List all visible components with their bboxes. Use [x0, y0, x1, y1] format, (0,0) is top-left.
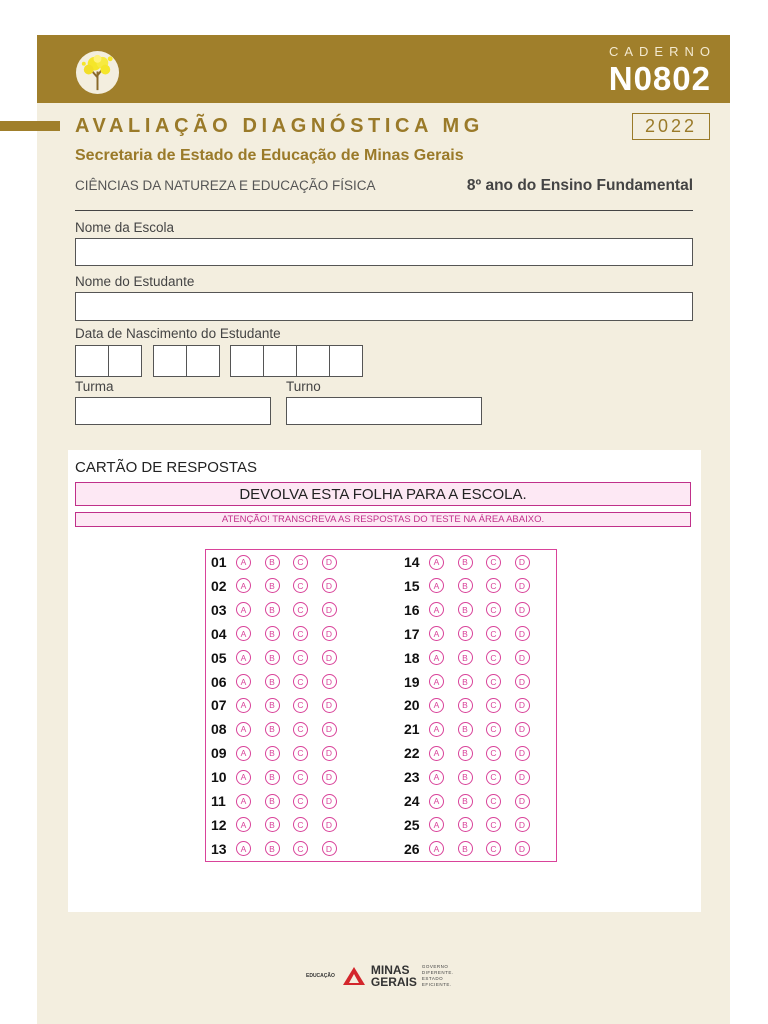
answer-bubble-b[interactable]: B [265, 817, 280, 832]
answer-bubble-d[interactable]: D [515, 770, 530, 785]
answer-bubble-b[interactable]: B [265, 674, 280, 689]
footer-tagline-2: DIFERENTE. [421, 970, 454, 975]
answer-bubble-a[interactable]: A [429, 770, 444, 785]
answer-bubble-c[interactable]: C [293, 794, 308, 809]
birth-year-digit-3[interactable] [296, 345, 330, 377]
answer-bubble-a[interactable]: A [429, 817, 444, 832]
answer-bubble-a[interactable]: A [236, 841, 251, 856]
question-number: 26 [404, 840, 420, 857]
answer-bubble-c[interactable]: C [486, 841, 501, 856]
answer-row [404, 791, 543, 811]
year-badge: 2022 [632, 113, 710, 140]
answer-bubble-c[interactable]: C [486, 626, 501, 641]
answer-row [404, 767, 543, 787]
question-number: 22 [404, 745, 420, 762]
question-number: 24 [404, 793, 420, 809]
answer-bubble-b[interactable]: B [265, 602, 280, 617]
answer-bubble-b[interactable]: B [265, 578, 280, 593]
footer-logo [306, 962, 454, 990]
answer-bubble-c[interactable]: C [293, 555, 308, 570]
birth-month-digit-2[interactable] [186, 345, 220, 377]
birth-month-digit-1[interactable] [153, 345, 187, 377]
question-number: 01 [211, 554, 227, 570]
answer-bubble-a[interactable]: A [429, 674, 444, 689]
answer-bubble-d[interactable]: D [515, 674, 530, 689]
answer-row [211, 839, 350, 859]
question-number: 03 [211, 601, 227, 618]
answer-row [211, 695, 350, 715]
answer-bubble-b[interactable]: B [458, 722, 473, 737]
answer-bubble-a[interactable]: A [429, 746, 444, 761]
birth-day-field [75, 345, 141, 377]
footer-tagline [422, 964, 454, 988]
question-number: 11 [211, 793, 226, 809]
answer-bubble-c[interactable]: C [293, 626, 308, 641]
answer-bubble-b[interactable]: B [265, 746, 280, 761]
answer-row [404, 839, 543, 859]
subtitle: Secretaria de Estado de Educação de Minas Gerais [75, 147, 464, 164]
footer-tagline-4: EFICIENTE. [421, 982, 452, 987]
birth-day-digit-1[interactable] [75, 345, 109, 377]
question-number: 13 [211, 840, 227, 857]
answer-bubble-a[interactable]: A [429, 555, 444, 570]
answer-bubble-b[interactable]: B [458, 602, 473, 617]
answer-bubble-d[interactable]: D [322, 578, 337, 593]
answer-row [404, 552, 543, 572]
answer-bubble-c[interactable]: C [486, 602, 501, 617]
answer-bubble-a[interactable]: A [429, 650, 444, 665]
student-name-field[interactable] [75, 292, 693, 321]
answer-card-title: CARTÃO DE RESPOSTAS [75, 459, 257, 476]
answer-row [211, 743, 350, 763]
answer-row [211, 600, 350, 620]
answer-bubble-b[interactable]: B [265, 794, 280, 809]
answer-bubble-c[interactable]: C [293, 841, 308, 856]
answer-bubble-c[interactable]: C [293, 817, 308, 832]
answer-bubble-d[interactable]: D [322, 698, 337, 713]
page-title: AVALIAÇÃO DIAGNÓSTICA MG [75, 115, 484, 137]
answer-row [404, 743, 543, 763]
answer-bubble-b[interactable]: B [265, 698, 280, 713]
answer-bubble-c[interactable]: C [486, 555, 501, 570]
caderno-label: CADERNO [608, 44, 716, 59]
answer-bubble-b[interactable]: B [458, 770, 473, 785]
caderno-code: N0802 [608, 60, 711, 97]
answer-bubble-d[interactable]: D [322, 770, 337, 785]
question-number: 06 [211, 673, 227, 690]
answer-bubble-a[interactable]: A [236, 602, 251, 617]
answer-bubble-a[interactable]: A [236, 770, 251, 785]
turma-label: Turma [75, 379, 114, 394]
answer-bubble-d[interactable]: D [515, 555, 530, 570]
answer-bubble-a[interactable]: A [429, 578, 444, 593]
answer-bubble-a[interactable]: A [429, 794, 444, 809]
answer-row [404, 695, 543, 715]
answer-bubble-d[interactable]: D [515, 817, 530, 832]
subject-label: CIÊNCIAS DA NATUREZA E EDUCAÇÃO FÍSICA [75, 178, 376, 193]
answer-row [404, 600, 543, 620]
question-number: 05 [211, 649, 227, 666]
answer-bubble-d[interactable]: D [515, 722, 530, 737]
answer-row [211, 552, 350, 572]
answer-bubble-a[interactable]: A [236, 674, 251, 689]
answer-row [404, 672, 543, 692]
answer-bubble-d[interactable]: D [322, 555, 337, 570]
answer-row [211, 624, 350, 644]
answer-bubble-d[interactable]: D [515, 794, 530, 809]
answer-bubble-b[interactable]: B [265, 626, 280, 641]
answer-bubble-c[interactable]: C [293, 602, 308, 617]
answer-bubble-b[interactable]: B [265, 722, 280, 737]
answer-bubble-a[interactable]: A [236, 555, 251, 570]
birth-year-digit-2[interactable] [263, 345, 297, 377]
answer-row [211, 648, 350, 668]
answer-bubble-b[interactable]: B [265, 650, 280, 665]
answer-bubble-b[interactable]: B [458, 746, 473, 761]
answer-bubble-a[interactable]: A [236, 794, 251, 809]
school-name-label: Nome da Escola [75, 220, 175, 235]
answer-bubble-d[interactable]: D [322, 841, 337, 856]
answer-bubble-d[interactable]: D [322, 626, 337, 641]
answer-bubble-b[interactable]: B [458, 650, 473, 665]
answer-bubble-c[interactable]: C [486, 770, 501, 785]
grade-label: 8º ano do Ensino Fundamental [466, 177, 693, 194]
answer-bubble-b[interactable]: B [265, 555, 280, 570]
answer-bubble-a[interactable]: A [429, 698, 444, 713]
answer-bubble-b[interactable]: B [458, 794, 473, 809]
question-number: 25 [404, 816, 420, 833]
transcribe-answers-notice: ATENÇÃO! TRANSCREVA AS RESPOSTAS DO TESTE NA ÁREA ABAIXO. [75, 512, 691, 527]
answer-bubble-c[interactable]: C [293, 722, 308, 737]
question-number: 20 [404, 697, 420, 714]
turno-field[interactable] [286, 397, 482, 425]
school-name-field[interactable] [75, 238, 693, 266]
answer-bubble-d[interactable]: D [515, 698, 530, 713]
student-name-label: Nome do Estudante [75, 274, 195, 289]
answer-bubble-a[interactable]: A [236, 817, 251, 832]
answer-bubble-d[interactable]: D [322, 674, 337, 689]
answer-bubble-d[interactable]: D [322, 817, 337, 832]
answer-bubble-a[interactable]: A [236, 698, 251, 713]
question-number: 07 [211, 697, 227, 714]
answer-row [404, 719, 543, 739]
turno-label: Turno [286, 379, 321, 394]
answer-row [211, 815, 350, 835]
answer-bubble-b[interactable]: B [458, 626, 473, 641]
answer-bubble-a[interactable]: A [236, 746, 251, 761]
answer-bubble-a[interactable]: A [236, 578, 251, 593]
answer-row [211, 767, 350, 787]
answer-bubble-b[interactable]: B [458, 841, 473, 856]
birth-month-field [153, 345, 219, 377]
answer-bubble-c[interactable]: C [486, 650, 501, 665]
minas-gerais-triangle-icon [342, 966, 366, 986]
question-number: 15 [404, 577, 420, 594]
birth-year-digit-1[interactable] [230, 345, 264, 377]
question-number: 17 [404, 625, 420, 642]
answer-bubble-c[interactable]: C [293, 698, 308, 713]
answer-bubble-d[interactable]: D [322, 746, 337, 761]
answer-bubble-d[interactable]: D [322, 602, 337, 617]
footer-tagline-1: GOVERNO [421, 964, 449, 969]
answer-bubble-c[interactable]: C [486, 817, 501, 832]
answer-bubble-d[interactable]: D [322, 722, 337, 737]
answer-row [211, 576, 350, 596]
answer-bubble-d[interactable]: D [515, 650, 530, 665]
answer-bubble-c[interactable]: C [293, 746, 308, 761]
answer-row [211, 791, 350, 811]
answer-bubble-a[interactable]: A [429, 626, 444, 641]
answer-bubble-c[interactable]: C [486, 722, 501, 737]
divider [75, 210, 693, 211]
footer-tagline-3: ESTADO [421, 976, 444, 981]
answer-bubble-d[interactable]: D [515, 626, 530, 641]
return-sheet-notice: DEVOLVA ESTA FOLHA PARA A ESCOLA. [75, 482, 691, 506]
answer-bubble-b[interactable]: B [458, 817, 473, 832]
answer-bubble-d[interactable]: D [515, 578, 530, 593]
question-number: 14 [404, 554, 420, 570]
question-number: 09 [211, 745, 227, 762]
answer-bubble-d[interactable]: D [515, 841, 530, 856]
answer-bubble-a[interactable]: A [236, 626, 251, 641]
question-number: 04 [211, 625, 227, 642]
answer-bubble-c[interactable]: C [293, 674, 308, 689]
question-number: 23 [404, 769, 420, 786]
question-number: 18 [404, 649, 420, 666]
birth-day-digit-2[interactable] [108, 345, 142, 377]
answer-bubble-c[interactable]: C [486, 674, 501, 689]
answer-row [211, 672, 350, 692]
question-number: 02 [211, 577, 227, 594]
answer-bubble-b[interactable]: B [458, 698, 473, 713]
answer-bubble-b[interactable]: B [458, 674, 473, 689]
answer-bubble-b[interactable]: B [265, 841, 280, 856]
answer-bubble-a[interactable]: A [429, 722, 444, 737]
answer-row [404, 815, 543, 835]
answer-bubble-d[interactable]: D [515, 602, 530, 617]
answer-bubble-b[interactable]: B [458, 555, 473, 570]
answer-bubble-b[interactable]: B [265, 770, 280, 785]
answer-bubble-c[interactable]: C [293, 578, 308, 593]
question-number: 10 [211, 769, 227, 786]
side-accent-bar [0, 121, 60, 131]
footer-brand [371, 964, 417, 988]
answer-bubble-a[interactable]: A [236, 722, 251, 737]
answer-bubble-a[interactable]: A [429, 841, 444, 856]
answer-grid [205, 549, 557, 862]
answer-bubble-c[interactable]: C [293, 770, 308, 785]
answer-bubble-c[interactable]: C [486, 578, 501, 593]
answer-bubble-b[interactable]: B [458, 578, 473, 593]
answer-bubble-d[interactable]: D [322, 794, 337, 809]
footer-education-label: EDUCAÇÃO [306, 973, 335, 979]
question-number: 21 [404, 721, 420, 738]
answer-bubble-c[interactable]: C [486, 794, 501, 809]
birth-year-digit-4[interactable] [329, 345, 363, 377]
answer-row [404, 624, 543, 644]
footer-brand-line1: MINAS [370, 963, 410, 977]
birth-year-field [230, 345, 362, 377]
answer-row [404, 576, 543, 596]
question-number: 19 [404, 673, 420, 690]
question-number: 12 [211, 816, 227, 833]
question-number: 16 [404, 601, 420, 618]
ipe-tree-logo-icon [75, 50, 120, 95]
answer-bubble-a[interactable]: A [429, 602, 444, 617]
answer-bubble-c[interactable]: C [486, 698, 501, 713]
answer-bubble-c[interactable]: C [293, 650, 308, 665]
answer-bubble-d[interactable]: D [322, 650, 337, 665]
turma-field[interactable] [75, 397, 271, 425]
answer-row [211, 719, 350, 739]
answer-row [404, 648, 543, 668]
footer-brand-line2: GERAIS [370, 975, 417, 989]
birth-date-label: Data de Nascimento do Estudante [75, 326, 281, 341]
question-number: 08 [211, 721, 227, 738]
answer-bubble-a[interactable]: A [236, 650, 251, 665]
answer-bubble-d[interactable]: D [515, 746, 530, 761]
answer-bubble-c[interactable]: C [486, 746, 501, 761]
